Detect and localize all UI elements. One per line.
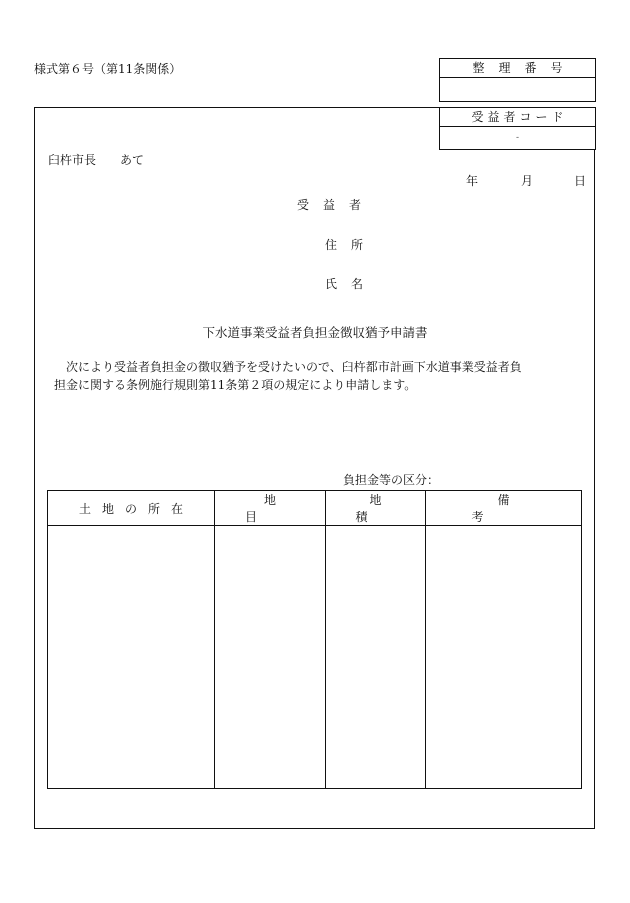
table-row bbox=[48, 526, 582, 789]
cell-land-area[interactable] bbox=[326, 526, 426, 789]
cell-land-category[interactable] bbox=[215, 526, 326, 789]
document-title: 下水道事業受益者負担金徴収猶予申請書 bbox=[202, 325, 428, 340]
seiri-bango-value[interactable] bbox=[440, 78, 595, 102]
jueki-code-value[interactable]: - bbox=[515, 133, 520, 143]
seiri-bango-box bbox=[439, 58, 596, 102]
table-header-row bbox=[48, 491, 582, 526]
form-reference: 様式第６号（第11条関係） bbox=[34, 62, 182, 76]
land-table bbox=[47, 490, 582, 789]
jueki-code-box bbox=[439, 107, 596, 150]
date-day-label: 日 bbox=[574, 174, 587, 188]
name-label: 氏名 bbox=[325, 277, 378, 291]
jueki-code-label: 受益者コード bbox=[440, 108, 595, 127]
addressee: 臼杵市長 あて bbox=[48, 153, 145, 167]
header-land-category: 地目 bbox=[215, 491, 326, 526]
category-label: 負担金等の区分： bbox=[343, 473, 440, 487]
body-line-2: 担金に関する条例施行規則第11条第２項の規定により申請します。 bbox=[54, 378, 417, 392]
header-land-location: 土地の所在 bbox=[48, 491, 215, 526]
header-remarks: 備考 bbox=[426, 491, 582, 526]
cell-remarks[interactable] bbox=[426, 526, 582, 789]
date-year-label: 年 bbox=[466, 174, 479, 188]
applicant-heading: 受益者 bbox=[297, 198, 376, 212]
body-line-1: 次により受益者負担金の徴収猶予を受けたいので、臼杵都市計画下水道事業受益者負 bbox=[66, 360, 522, 374]
address-label: 住所 bbox=[325, 238, 378, 252]
seiri-bango-label: 整理番号 bbox=[440, 59, 595, 78]
cell-land-location[interactable] bbox=[48, 526, 215, 789]
header-land-area: 地積 bbox=[326, 491, 426, 526]
date-month-label: 月 bbox=[521, 174, 534, 188]
